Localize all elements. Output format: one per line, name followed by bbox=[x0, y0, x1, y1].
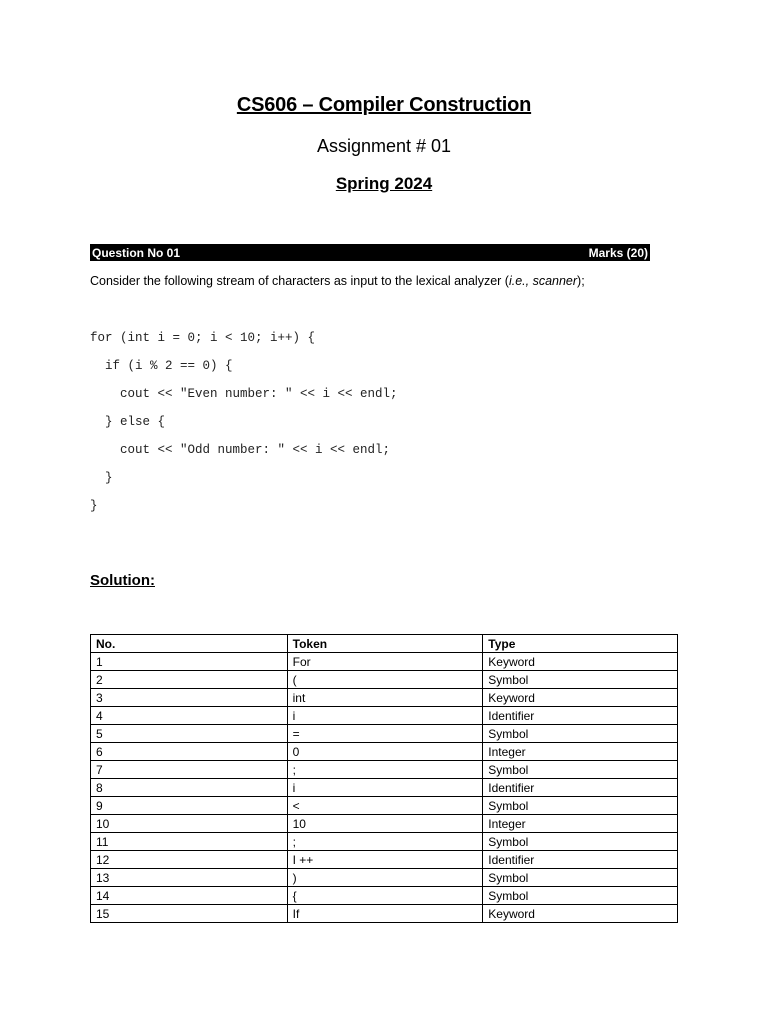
table-row bbox=[91, 905, 678, 923]
table-row bbox=[91, 671, 678, 689]
cell-type: Symbol bbox=[483, 869, 678, 887]
cell-type: Symbol bbox=[483, 671, 678, 689]
cell-token: For bbox=[287, 653, 483, 671]
cell-token: { bbox=[287, 887, 483, 905]
question-marks: Marks (20) bbox=[588, 245, 648, 260]
cell-token: 10 bbox=[287, 815, 483, 833]
column-header-token: Token bbox=[287, 635, 483, 653]
code-line: for (int i = 0; i < 10; i++) { bbox=[90, 331, 316, 345]
code-line: cout << "Even number: " << i << endl; bbox=[90, 387, 398, 401]
code-line: } bbox=[90, 499, 98, 513]
column-header-type: Type bbox=[483, 635, 678, 653]
cell-type: Symbol bbox=[483, 887, 678, 905]
cell-type: Integer bbox=[483, 743, 678, 761]
cell-no: 11 bbox=[91, 833, 288, 851]
cell-token: < bbox=[287, 797, 483, 815]
table-row bbox=[91, 887, 678, 905]
cell-token: I ++ bbox=[287, 851, 483, 869]
cell-no: 15 bbox=[91, 905, 288, 923]
cell-type: Integer bbox=[483, 815, 678, 833]
cell-token: int bbox=[287, 689, 483, 707]
cell-type: Symbol bbox=[483, 725, 678, 743]
question-header-bar bbox=[90, 244, 650, 261]
cell-no: 9 bbox=[91, 797, 288, 815]
cell-no: 6 bbox=[91, 743, 288, 761]
table-header-row bbox=[91, 635, 678, 653]
cell-no: 7 bbox=[91, 761, 288, 779]
cell-type: Identifier bbox=[483, 779, 678, 797]
table-row bbox=[91, 707, 678, 725]
cell-no: 10 bbox=[91, 815, 288, 833]
cell-token: ; bbox=[287, 761, 483, 779]
table-row bbox=[91, 761, 678, 779]
cell-type: Keyword bbox=[483, 653, 678, 671]
table-row bbox=[91, 743, 678, 761]
cell-type: Symbol bbox=[483, 833, 678, 851]
table-row bbox=[91, 653, 678, 671]
question-instruction bbox=[90, 274, 690, 288]
code-line: } bbox=[90, 471, 113, 485]
cell-token: 0 bbox=[287, 743, 483, 761]
table-row bbox=[91, 797, 678, 815]
column-header-no: No. bbox=[91, 635, 288, 653]
cell-no: 13 bbox=[91, 869, 288, 887]
table-row bbox=[91, 725, 678, 743]
table-row bbox=[91, 869, 678, 887]
cell-token: i bbox=[287, 707, 483, 725]
cell-token: If bbox=[287, 905, 483, 923]
table-row bbox=[91, 779, 678, 797]
cell-no: 2 bbox=[91, 671, 288, 689]
table-row bbox=[91, 851, 678, 869]
cell-no: 1 bbox=[91, 653, 288, 671]
code-line: } else { bbox=[90, 415, 166, 429]
table-row bbox=[91, 815, 678, 833]
cell-no: 5 bbox=[91, 725, 288, 743]
cell-type: Symbol bbox=[483, 761, 678, 779]
cell-no: 3 bbox=[91, 689, 288, 707]
cell-token: ( bbox=[287, 671, 483, 689]
cell-type: Identifier bbox=[483, 707, 678, 725]
term-title: Spring 2024 bbox=[335, 174, 433, 193]
cell-token: = bbox=[287, 725, 483, 743]
cell-type: Identifier bbox=[483, 851, 678, 869]
solution-heading: Solution: bbox=[90, 572, 155, 589]
table-row bbox=[91, 689, 678, 707]
cell-no: 12 bbox=[91, 851, 288, 869]
cell-type: Keyword bbox=[483, 905, 678, 923]
instruction-prefix: Consider the following stream of characters as input to the lexical analyzer ( bbox=[90, 274, 509, 288]
cell-token: ) bbox=[287, 869, 483, 887]
cell-no: 8 bbox=[91, 779, 288, 797]
cell-type: Keyword bbox=[483, 689, 678, 707]
code-line: if (i % 2 == 0) { bbox=[90, 359, 233, 373]
cell-no: 14 bbox=[91, 887, 288, 905]
cell-token: i bbox=[287, 779, 483, 797]
instruction-italic: i.e., scanner bbox=[508, 274, 578, 288]
cell-type: Symbol bbox=[483, 797, 678, 815]
code-line: cout << "Odd number: " << i << endl; bbox=[90, 443, 391, 457]
code-block bbox=[90, 324, 398, 520]
assignment-title: Assignment # 01 bbox=[316, 136, 452, 156]
cell-no: 4 bbox=[91, 707, 288, 725]
table-row bbox=[91, 833, 678, 851]
question-label: Question No 01 bbox=[92, 245, 181, 260]
course-title: CS606 – Compiler Construction bbox=[236, 94, 532, 116]
instruction-suffix: ); bbox=[577, 274, 585, 288]
token-table bbox=[90, 634, 678, 923]
cell-token: ; bbox=[287, 833, 483, 851]
